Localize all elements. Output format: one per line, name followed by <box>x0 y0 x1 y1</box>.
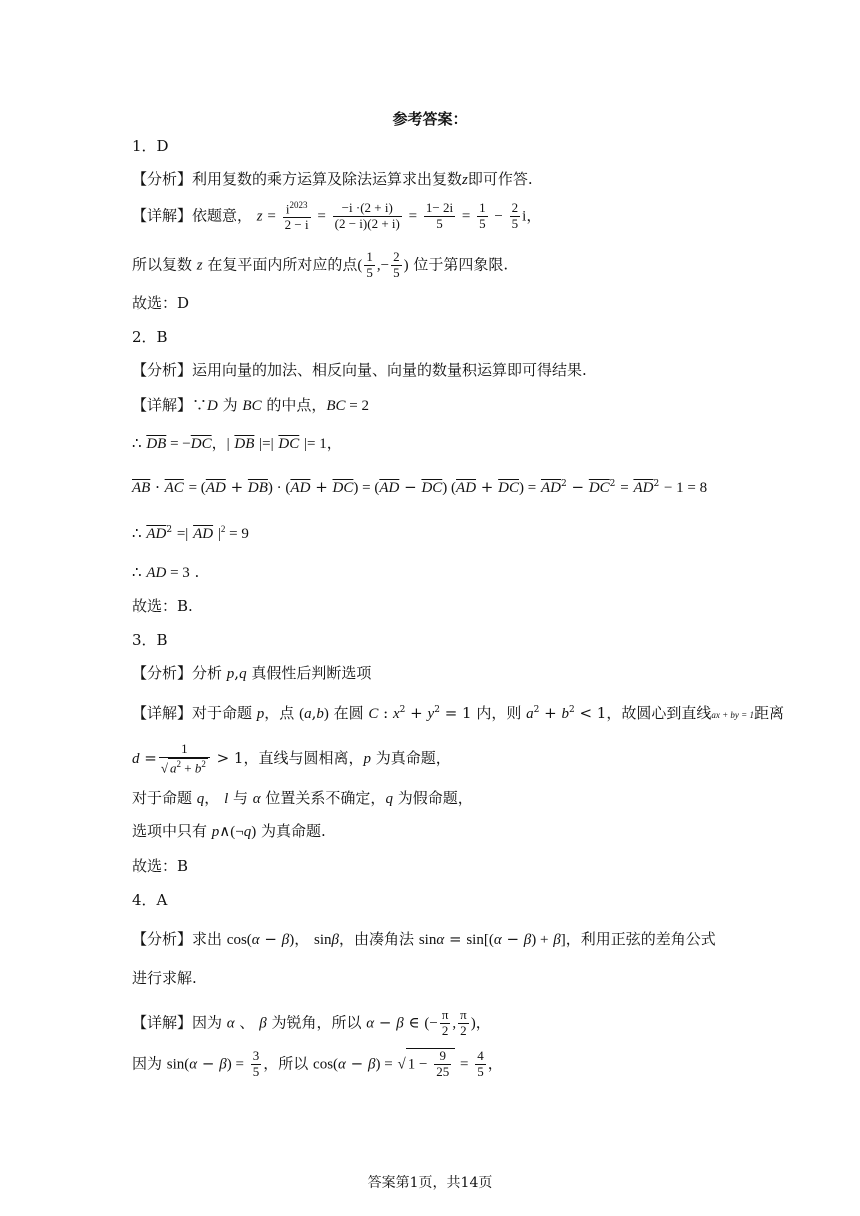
q1-answer: 故选：D <box>132 294 190 312</box>
q1-detail: 【详解】依题意， z = $\frac{i^{2023}}{2 - i}$ = $\frac{-i \cdot(2 + i)}{(2 - i)(2 + i)}$ = $\frac{1- 2i}{5}$ = $\frac{1}{5}$ − $\frac{2}{5}$ i， <box>132 200 542 233</box>
q2-line-ad: ∴ AD = 3 . <box>132 563 200 581</box>
q3-number: 3．B <box>132 631 168 649</box>
q3-line2: d = $\frac{1}{√ a^2 + b^2}$ > 1，直线与圆相离，p 为真命题， <box>132 741 451 776</box>
q2-answer: 故选：B. <box>132 597 193 615</box>
q3-line4: 选项中只有 p∧(¬q) 为真命题. <box>132 822 326 840</box>
q2-line-ad2: ∴ $\overline{AD}^2$ =| $\overline{AD}$ $|^2 = 9$ <box>132 524 249 542</box>
q2-line-db: ∴ $\overline{DB} = -\overline{DC}$，| $\overline{DB}$ |=| $\overline{DC}$ |= 1， <box>132 434 342 452</box>
q4-analysis2: 进行求解. <box>132 969 197 987</box>
q3-answer: 故选：B <box>132 857 189 875</box>
q4-number: 4．A <box>132 891 168 909</box>
q1-number: 1．D <box>132 137 169 155</box>
q1-detail-line2: 所以复数 z 在复平面内所对应的点( $\frac{1}{5}$ ,− $\frac{2}{5}$ ) 位于第四象限. <box>132 249 509 280</box>
q4-analysis: 【分析】求出 cos(α − β)， sinβ，由凑角法 sinα = sin[(α − β) + β]，利用正弦的差角公式 <box>132 930 716 948</box>
page-title: 参考答案： <box>392 110 468 128</box>
q2-analysis: 【分析】运用向量的加法、相反向量、向量的数量积运算即可得结果. <box>132 361 587 379</box>
page-footer: 答案第1页，共14页 <box>367 1175 493 1191</box>
q2-detail: 【详解】∵D 为 BC 的中点，BC = 2 <box>132 396 369 414</box>
q4-detail2: 因为 sin(α − β) = $\frac{3}{5}$ ，所以 cos(α − β) = √ 1 − $\frac{9}{25}$ = $\frac{4}{5}$ ， <box>132 1048 503 1079</box>
q1-analysis: 【分析】利用复数的乘方运算及除法运算求出复数z即可作答. <box>132 170 533 188</box>
q2-line-dot: $\overline{AB} \cdot \overline{AC} = (\overline{AD} + \overline{DB}) \cdot (\overline{AD} + \overline{DC}) = (\overline{AD} - \overline{DC}) (\overline{AD} + \overline{DC}) = \overline{AD}^2 - \overline{DC}^2 = \overline{AD}^2 - 1 = 8$ <box>132 478 708 496</box>
q3-analysis: 【分析】分析 p,q 真假性后判断选项 <box>132 664 372 682</box>
q3-detail: 【详解】对于命题 p，点 (a,b) 在圆 C : $x^2 + y^2 = 1$ 内，则 $a^2 + b^2 < 1$，故圆心到直线ax + by = 1距离 <box>132 704 784 722</box>
q2-number: 2．B <box>132 328 168 346</box>
q4-detail: 【详解】因为 α 、 β 为锐角，所以 α − β ∈ (− $\frac{\pi}{2}$ , $\frac{\pi}{2}$ )， <box>132 1007 491 1038</box>
q3-line3: 对于命题 q， l 与 α 位置关系不确定，q 为假命题， <box>132 789 473 807</box>
